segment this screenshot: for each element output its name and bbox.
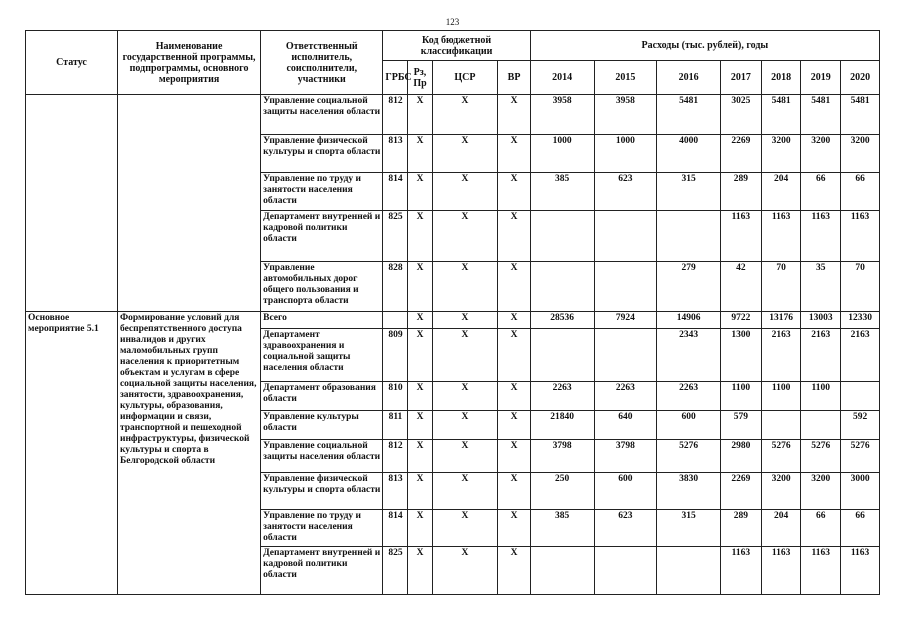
value-cell — [657, 211, 721, 262]
csr-cell: Х — [432, 211, 498, 262]
csr-cell: Х — [432, 135, 498, 173]
vr-cell: Х — [498, 382, 530, 411]
header-year: 2015 — [594, 61, 657, 95]
value-cell: 66 — [801, 510, 841, 547]
value-cell: 3200 — [761, 135, 801, 173]
value-cell: 5481 — [801, 95, 841, 135]
header-year: 2020 — [841, 61, 880, 95]
header-vr: ВР — [498, 61, 530, 95]
value-cell: 289 — [720, 173, 761, 211]
value-cell — [594, 547, 657, 595]
rzpr-cell: Х — [408, 382, 432, 411]
vr-cell: Х — [498, 262, 530, 312]
csr-cell: Х — [432, 329, 498, 382]
rzpr-cell: Х — [408, 547, 432, 595]
csr-cell: Х — [432, 382, 498, 411]
value-cell: 5481 — [841, 95, 880, 135]
grbs-cell: 828 — [383, 262, 408, 312]
value-cell: 5276 — [657, 440, 721, 473]
csr-cell: Х — [432, 312, 498, 329]
program-cell — [117, 95, 260, 312]
vr-cell: Х — [498, 95, 530, 135]
value-cell: 9722 — [720, 312, 761, 329]
value-cell: 1163 — [761, 547, 801, 595]
grbs-cell: 813 — [383, 473, 408, 510]
value-cell: 3830 — [657, 473, 721, 510]
rzpr-cell: Х — [408, 173, 432, 211]
executor-cell: Департамент внутренней и кадровой политики области — [261, 547, 383, 595]
executor-cell: Управление культуры области — [261, 411, 383, 440]
vr-cell: Х — [498, 312, 530, 329]
header-year: 2016 — [657, 61, 721, 95]
value-cell: 4000 — [657, 135, 721, 173]
value-cell: 204 — [761, 173, 801, 211]
value-cell: 1163 — [761, 211, 801, 262]
value-cell: 13176 — [761, 312, 801, 329]
value-cell: 3025 — [720, 95, 761, 135]
grbs-cell: 812 — [383, 440, 408, 473]
value-cell: 279 — [657, 262, 721, 312]
value-cell: 3000 — [841, 473, 880, 510]
value-cell: 5276 — [761, 440, 801, 473]
value-cell: 3958 — [530, 95, 594, 135]
value-cell: 1163 — [841, 547, 880, 595]
grbs-cell: 811 — [383, 411, 408, 440]
executor-cell: Управление по труду и занятости населения области — [261, 173, 383, 211]
value-cell: 579 — [720, 411, 761, 440]
value-cell: 640 — [594, 411, 657, 440]
value-cell: 1000 — [530, 135, 594, 173]
header-year: 2019 — [801, 61, 841, 95]
executor-cell: Управление физической культуры и спорта области — [261, 473, 383, 510]
program-cell: Формирование условий для беспрепятственного доступа инвалидов и других маломобильных групп населения к приоритетным объектам и услугам в сфере социальной защиты населения, занятости, здравоохранения, культуры, образования, информации и связи, транспортной и пешеходной инфраструктуры, физической культуры и спорта в Белгородской области — [117, 312, 260, 595]
csr-cell: Х — [432, 411, 498, 440]
value-cell: 315 — [657, 173, 721, 211]
csr-cell: Х — [432, 262, 498, 312]
csr-cell: Х — [432, 440, 498, 473]
value-cell: 5481 — [657, 95, 721, 135]
executor-cell: Управление социальной защиты населения области — [261, 95, 383, 135]
csr-cell: Х — [432, 547, 498, 595]
table-row — [26, 95, 880, 135]
vr-cell: Х — [498, 440, 530, 473]
value-cell: 1163 — [720, 211, 761, 262]
value-cell: 1100 — [761, 382, 801, 411]
header-expenses: Расходы (тыс. рублей), годы — [530, 31, 879, 61]
value-cell: 3798 — [530, 440, 594, 473]
value-cell: 5276 — [801, 440, 841, 473]
executor-cell: Департамент здравоохранения и социальной защиты населения области — [261, 329, 383, 382]
csr-cell: Х — [432, 95, 498, 135]
value-cell — [530, 547, 594, 595]
value-cell: 1100 — [720, 382, 761, 411]
header-executor: Ответственный исполнитель, соисполнители, участники — [261, 31, 383, 95]
grbs-cell: 814 — [383, 510, 408, 547]
value-cell: 21840 — [530, 411, 594, 440]
status-cell: Основное мероприятие 5.1 — [26, 312, 118, 595]
value-cell: 2263 — [530, 382, 594, 411]
executor-cell: Всего — [261, 312, 383, 329]
value-cell: 42 — [720, 262, 761, 312]
header-year: 2018 — [761, 61, 801, 95]
value-cell — [530, 329, 594, 382]
value-cell: 3200 — [801, 473, 841, 510]
rzpr-cell: Х — [408, 312, 432, 329]
value-cell: 2163 — [841, 329, 880, 382]
grbs-cell: 825 — [383, 211, 408, 262]
value-cell: 600 — [657, 411, 721, 440]
value-cell — [594, 329, 657, 382]
grbs-cell: 812 — [383, 95, 408, 135]
value-cell — [761, 411, 801, 440]
header-rzpr: Рз, Пр — [408, 61, 432, 95]
value-cell: 2263 — [657, 382, 721, 411]
value-cell: 12330 — [841, 312, 880, 329]
grbs-cell: 825 — [383, 547, 408, 595]
value-cell: 2163 — [761, 329, 801, 382]
csr-cell: Х — [432, 173, 498, 211]
executor-cell: Управление по труду и занятости населения области — [261, 510, 383, 547]
rzpr-cell: Х — [408, 262, 432, 312]
rzpr-cell: Х — [408, 135, 432, 173]
grbs-cell — [383, 312, 408, 329]
value-cell: 1163 — [801, 547, 841, 595]
value-cell: 3958 — [594, 95, 657, 135]
value-cell: 1163 — [841, 211, 880, 262]
grbs-cell: 809 — [383, 329, 408, 382]
page-number: 123 — [445, 17, 460, 27]
value-cell: 623 — [594, 510, 657, 547]
value-cell: 592 — [841, 411, 880, 440]
value-cell: 5276 — [841, 440, 880, 473]
value-cell: 7924 — [594, 312, 657, 329]
value-cell: 3798 — [594, 440, 657, 473]
rzpr-cell: Х — [408, 510, 432, 547]
vr-cell: Х — [498, 547, 530, 595]
vr-cell: Х — [498, 329, 530, 382]
value-cell: 2269 — [720, 473, 761, 510]
value-cell: 2980 — [720, 440, 761, 473]
value-cell: 66 — [841, 510, 880, 547]
rzpr-cell: Х — [408, 473, 432, 510]
value-cell: 66 — [801, 173, 841, 211]
header-year: 2014 — [530, 61, 594, 95]
value-cell — [841, 382, 880, 411]
vr-cell: Х — [498, 135, 530, 173]
value-cell — [594, 211, 657, 262]
value-cell: 600 — [594, 473, 657, 510]
value-cell: 289 — [720, 510, 761, 547]
expenses-table — [25, 30, 880, 595]
value-cell: 1163 — [720, 547, 761, 595]
vr-cell: Х — [498, 510, 530, 547]
grbs-cell: 814 — [383, 173, 408, 211]
rzpr-cell: Х — [408, 95, 432, 135]
value-cell: 3200 — [841, 135, 880, 173]
value-cell: 13003 — [801, 312, 841, 329]
value-cell: 1163 — [801, 211, 841, 262]
grbs-cell: 813 — [383, 135, 408, 173]
value-cell: 385 — [530, 510, 594, 547]
value-cell: 3200 — [801, 135, 841, 173]
value-cell — [530, 211, 594, 262]
executor-cell: Департамент внутренней и кадровой политики области — [261, 211, 383, 262]
status-cell — [26, 95, 118, 312]
value-cell: 70 — [841, 262, 880, 312]
value-cell: 35 — [801, 262, 841, 312]
csr-cell: Х — [432, 473, 498, 510]
header-csr: ЦСР — [432, 61, 498, 95]
value-cell: 28536 — [530, 312, 594, 329]
value-cell — [801, 411, 841, 440]
rzpr-cell: Х — [408, 440, 432, 473]
value-cell: 66 — [841, 173, 880, 211]
value-cell: 385 — [530, 173, 594, 211]
header-status: Статус — [26, 31, 118, 95]
csr-cell: Х — [432, 510, 498, 547]
value-cell: 3200 — [761, 473, 801, 510]
value-cell: 1100 — [801, 382, 841, 411]
value-cell: 315 — [657, 510, 721, 547]
value-cell: 70 — [761, 262, 801, 312]
table-row — [26, 312, 880, 329]
grbs-cell: 810 — [383, 382, 408, 411]
value-cell: 5481 — [761, 95, 801, 135]
vr-cell: Х — [498, 173, 530, 211]
vr-cell: Х — [498, 211, 530, 262]
executor-cell: Управление автомобильных дорог общего пользования и транспорта области — [261, 262, 383, 312]
header-grbs: ГРБС — [383, 61, 408, 95]
value-cell: 2343 — [657, 329, 721, 382]
executor-cell: Департамент образования области — [261, 382, 383, 411]
value-cell: 14906 — [657, 312, 721, 329]
header-budget-code: Код бюджетной классификации — [383, 31, 530, 61]
executor-cell: Управление физической культуры и спорта области — [261, 135, 383, 173]
header-year: 2017 — [720, 61, 761, 95]
rzpr-cell: Х — [408, 329, 432, 382]
rzpr-cell: Х — [408, 211, 432, 262]
value-cell: 2269 — [720, 135, 761, 173]
value-cell — [657, 547, 721, 595]
executor-cell: Управление социальной защиты населения области — [261, 440, 383, 473]
value-cell: 1000 — [594, 135, 657, 173]
value-cell: 2163 — [801, 329, 841, 382]
value-cell: 2263 — [594, 382, 657, 411]
value-cell — [594, 262, 657, 312]
value-cell: 250 — [530, 473, 594, 510]
vr-cell: Х — [498, 411, 530, 440]
value-cell: 623 — [594, 173, 657, 211]
value-cell: 204 — [761, 510, 801, 547]
value-cell — [530, 262, 594, 312]
rzpr-cell: Х — [408, 411, 432, 440]
vr-cell: Х — [498, 473, 530, 510]
header-program: Наименование государственной программы, подпрограммы, основного мероприятия — [117, 31, 260, 95]
value-cell: 1300 — [720, 329, 761, 382]
